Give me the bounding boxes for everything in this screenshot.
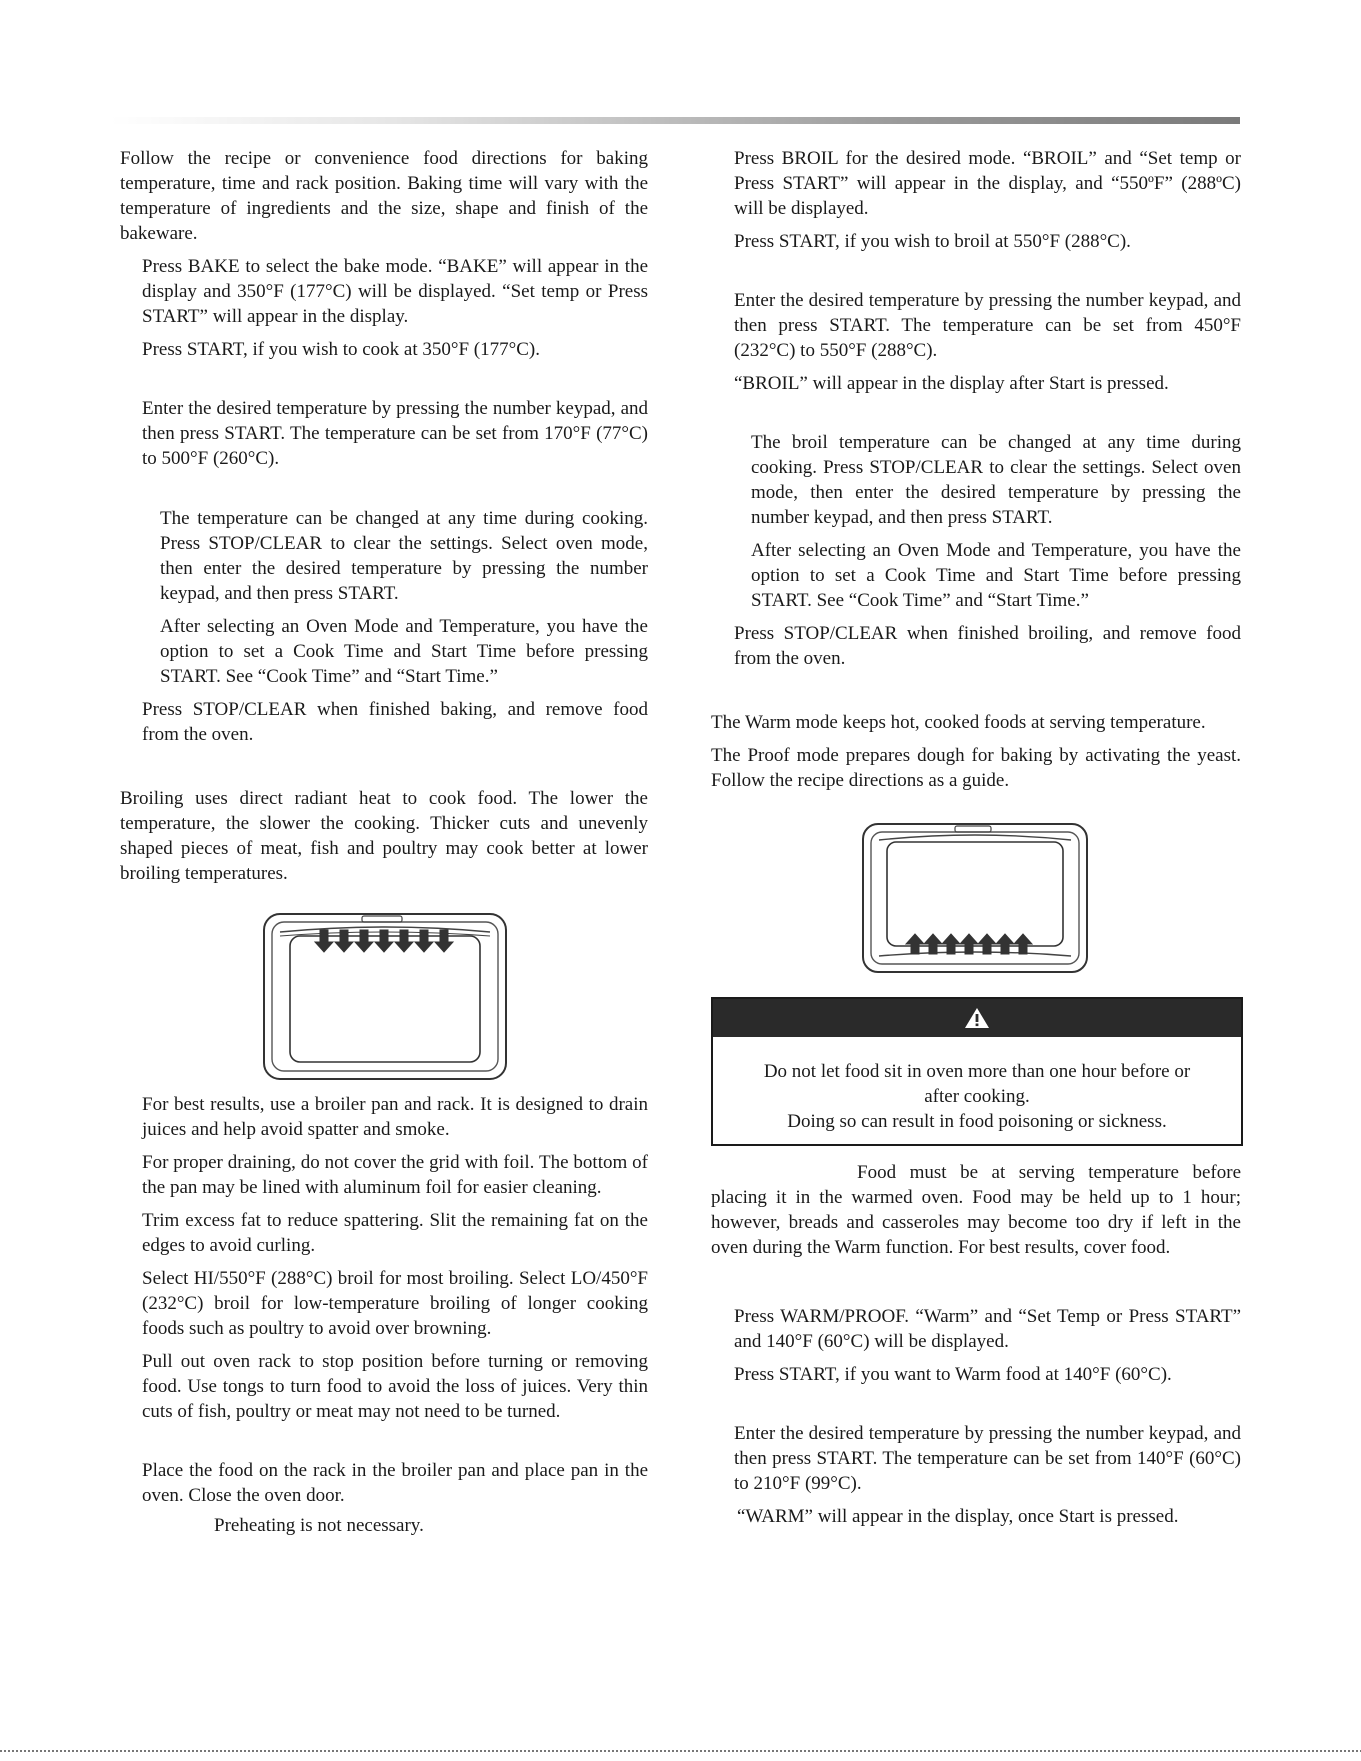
bake-intro: Follow the recipe or convenience food directions for baking temperature, time and rack position. Baking time will vary with the temperature of ingredients and the size, shape and finish of the bakeware. — [120, 148, 648, 244]
header-rule — [110, 117, 1240, 124]
broil-tip-5: Pull out oven rack to stop position before turning or removing food. Use tongs to turn food to avoid the loss of juices. Very thin cuts of fish, poultry or meat may not need to be turned. — [142, 1351, 648, 1422]
broil-step-6: Press STOP/CLEAR when finished broiling, and remove food from the oven. — [734, 623, 1241, 669]
broil-tip-3: Trim excess fat to reduce spattering. Slit the remaining fat on the edges to avoid curling. — [142, 1210, 648, 1256]
bake-step-4: Press STOP/CLEAR when finished baking, and remove food from the oven. — [142, 699, 648, 745]
broil-preheat-note: Preheating is not necessary. — [214, 1515, 424, 1536]
broil-step-3: Press START, if you wish to broil at 550°F (288°C). — [734, 231, 1131, 252]
broil-step-5: “BROIL” will appear in the display after Start is pressed. — [734, 373, 1169, 394]
broil-tip-1: For best results, use a broiler pan and rack. It is designed to drain juices and help avoid spatter and smoke. — [142, 1094, 648, 1140]
warm-step-2: Press START, if you want to Warm food at 140°F (60°C). — [734, 1364, 1172, 1385]
warning-line-1: Do not let food sit in oven more than one hour before or after cooking. — [763, 1061, 1191, 1107]
warm-paragraph: Food must be at serving temperature before placing it in the warmed oven. Food may be held up to 1 hour; however, breads and casseroles may become too dry if left in the oven during the Warm function. For best results, cover food. — [711, 1162, 1241, 1258]
broil-step-1: Place the food on the rack in the broiler pan and place pan in the oven. Close the oven door. — [142, 1460, 648, 1506]
warning-line-2: Doing so can result in food poisoning or sickness. — [787, 1111, 1167, 1132]
warning-box — [711, 997, 1243, 1146]
broil-tip-4: Select HI/550°F (288°C) broil for most broiling. Select LO/450°F (232°C) broil for low-temperature broiling of longer cooking foods such as poultry to avoid over browning. — [142, 1268, 648, 1339]
bake-step-2: Press START, if you wish to cook at 350°F (177°C). — [142, 339, 540, 360]
bake-note-2: After selecting an Oven Mode and Temperature, you have the option to set a Cook Time and Start Time before pressing START. See “Cook Time” and “Start Time.” — [160, 616, 648, 687]
broil-step-2: Press BROIL for the desired mode. “BROIL” and “Set temp or Press START” will appear in the display, and “550ºF” (288ºC) will be displayed. — [734, 148, 1241, 219]
bake-step-3: Enter the desired temperature by pressing the number keypad, and then press START. The temperature can be set from 170°F (77°C) to 500°F (260°C). — [142, 398, 648, 469]
bake-step-1: Press BAKE to select the bake mode. “BAKE” will appear in the display and 350°F (177°C) will be displayed. “Set temp or Press START” will appear in the display. — [142, 256, 648, 327]
proof-intro: The Proof mode prepares dough for baking by activating the yeast. Follow the recipe directions as a guide. — [711, 745, 1241, 791]
bake-note-1: The temperature can be changed at any time during cooking. Press STOP/CLEAR to clear the settings. Select oven mode, then enter the desired temperature by pressing the number keypad, and then press START. — [160, 508, 648, 604]
broil-tip-2: For proper draining, do not cover the grid with foil. The bottom of the pan may be lined with aluminum foil for easier cleaning. — [142, 1152, 648, 1198]
footer-rule — [0, 1750, 1361, 1752]
warning-triangle-icon — [964, 1007, 990, 1029]
broil-step-4: Enter the desired temperature by pressing the number keypad, and then press START. The temperature can be set from 450°F (232°C) to 550°F (288°C). — [734, 290, 1241, 361]
broil-note-2: After selecting an Oven Mode and Temperature, you have the option to set a Cook Time and Start Time before pressing START. See “Cook Time” and “Start Time.” — [751, 540, 1241, 611]
broil-oven-diagram — [120, 912, 648, 1082]
warm-step-1: Press WARM/PROOF. “Warm” and “Set Temp or Press START” and 140°F (60°C) will be displayed. — [734, 1306, 1241, 1352]
warm-oven-diagram — [711, 822, 1241, 976]
warning-header — [713, 999, 1241, 1037]
warm-intro: The Warm mode keeps hot, cooked foods at serving temperature. — [711, 712, 1206, 733]
warm-step-4: “WARM” will appear in the display, once Start is pressed. — [737, 1506, 1179, 1527]
right-column — [711, 146, 1241, 1529]
broil-note-1: The broil temperature can be changed at any time during cooking. Press STOP/CLEAR to clear the settings. Select oven mode, then enter the desired temperature by pressing the number keypad, and then press START. — [751, 432, 1241, 528]
left-column — [120, 146, 648, 1538]
broil-intro: Broiling uses direct radiant heat to cook food. The lower the temperature, the slower the cooking. Thicker cuts and unevenly shaped pieces of meat, fish and poultry may cook better at lower broiling temperatures. — [120, 788, 648, 884]
warm-step-3: Enter the desired temperature by pressing the number keypad, and then press START. The temperature can be set from 140°F (60°C) to 210°F (99°C). — [734, 1423, 1241, 1494]
